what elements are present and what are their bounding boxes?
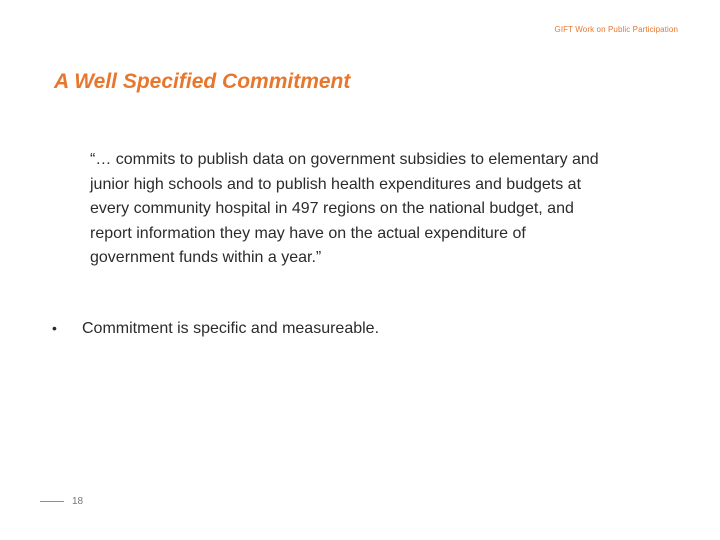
footer-rule [40, 501, 64, 502]
bullet-list [52, 316, 379, 341]
bullet-icon: • [52, 320, 57, 336]
bullet-text: Commitment is specific and measureable. [82, 320, 380, 337]
footer [40, 496, 83, 507]
header-tag: GIFT Work on Public Participation [554, 25, 678, 34]
quote-text: “… commits to publish data on government subsidies to elementary and junior high schools and to publish health expenditures and budgets at every community hospital in 497 regions on the national budget, and report information they may have on the actual expenditure of government funds within a year.” [90, 151, 599, 266]
slide-title: A Well Specified Commitment [54, 70, 351, 93]
page-number: 18 [72, 496, 84, 507]
bullet-item [52, 316, 379, 341]
